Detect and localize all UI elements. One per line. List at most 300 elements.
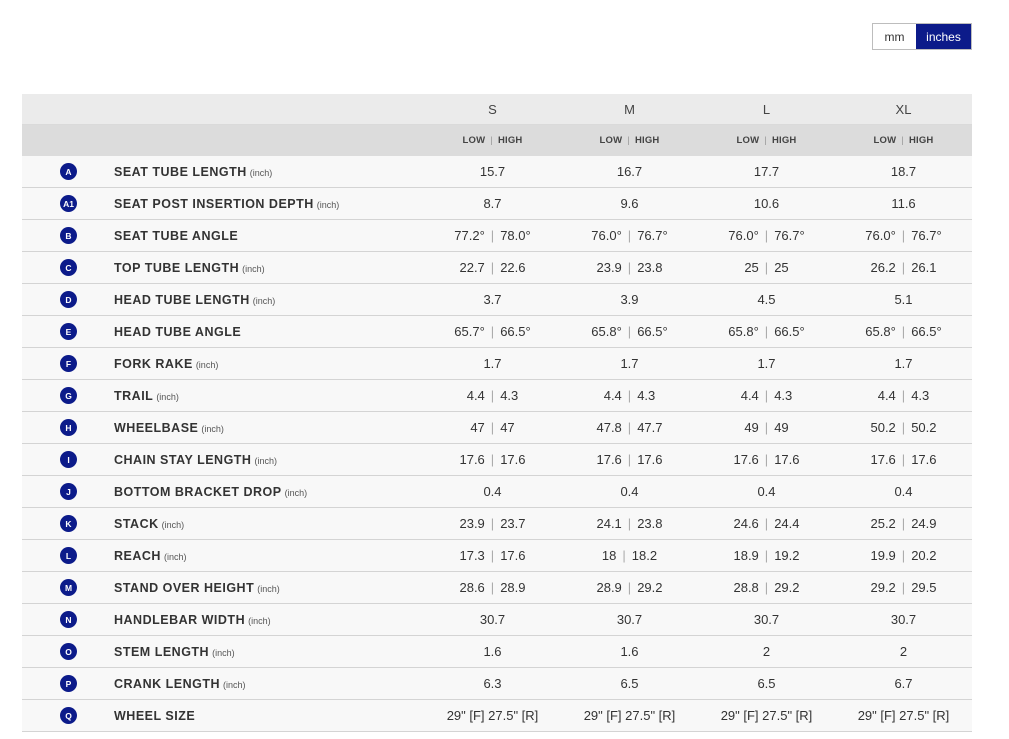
measurement-value	[835, 668, 972, 700]
measurement-value	[561, 316, 698, 348]
table-row	[22, 636, 972, 668]
high-value: 4.3	[774, 388, 793, 403]
high-value: 4.3	[637, 388, 656, 403]
low-value: 28.6	[459, 580, 485, 595]
low-value: 50.2	[870, 420, 896, 435]
high-value: 66.5°	[774, 324, 805, 339]
measurement-label: TRAIL	[114, 389, 154, 403]
value: 9.6	[620, 196, 639, 211]
measurement-label: CRANK LENGTH	[114, 677, 220, 691]
value-separator: |	[764, 324, 769, 339]
measurement-badge: Q	[60, 707, 77, 724]
measurement-value	[561, 540, 698, 572]
size-header: M	[561, 94, 698, 125]
measurement-value	[835, 220, 972, 252]
measurement-value	[698, 380, 835, 412]
low-label: LOW	[736, 135, 760, 146]
measurement-value	[561, 572, 698, 604]
low-value: 29.2	[870, 580, 896, 595]
high-value: 49	[774, 420, 789, 435]
unit-mm-button[interactable]: mm	[873, 24, 916, 49]
measurement-value	[698, 412, 835, 444]
measurement-value	[561, 476, 698, 508]
table-row	[22, 476, 972, 508]
table-row	[22, 700, 972, 732]
measurement-label: FORK RAKE	[114, 357, 193, 371]
low-value: 23.9	[596, 260, 622, 275]
low-value: 25.2	[870, 516, 896, 531]
value: 1.7	[894, 356, 913, 371]
low-value: 65.8°	[591, 324, 622, 339]
measurement-label: WHEELBASE	[114, 421, 199, 435]
value-separator: |	[490, 452, 495, 467]
value-separator: |	[901, 260, 906, 275]
measurement-value	[698, 444, 835, 476]
measurement-badge: P	[60, 675, 77, 692]
measurement-unit: (inch)	[249, 168, 273, 178]
measurement-value	[835, 156, 972, 188]
value-separator: |	[627, 452, 632, 467]
measurement-value	[698, 316, 835, 348]
measurement-value	[698, 700, 835, 732]
low-value: 22.7	[459, 260, 485, 275]
value: 2	[899, 644, 908, 659]
table-row	[22, 188, 972, 220]
low-value: 76.0°	[591, 228, 622, 243]
measurement-value	[698, 540, 835, 572]
low-value: 18.9	[733, 548, 759, 563]
measurement-label: SEAT POST INSERTION DEPTH	[114, 197, 314, 211]
measurement-value	[561, 508, 698, 540]
measurement-label: CHAIN STAY LENGTH	[114, 453, 252, 467]
measurement-unit: (inch)	[212, 648, 235, 658]
low-value: 28.8	[733, 580, 759, 595]
low-value: 17.6	[733, 452, 759, 467]
value-separator: |	[764, 228, 769, 243]
value: 3.7	[483, 292, 502, 307]
measurement-unit: (inch)	[316, 200, 340, 210]
high-value: 66.5°	[500, 324, 531, 339]
value: 11.6	[891, 196, 916, 211]
value-separator: |	[901, 452, 906, 467]
unit-toggle	[872, 23, 972, 50]
high-value: 66.5°	[911, 324, 942, 339]
value: 0.4	[894, 484, 913, 499]
measurement-value	[835, 284, 972, 316]
value-separator: |	[901, 548, 906, 563]
table-row	[22, 284, 972, 316]
high-value: 24.4	[774, 516, 800, 531]
measurement-value	[835, 412, 972, 444]
measurement-value	[561, 412, 698, 444]
value-separator: |	[490, 548, 495, 563]
high-value: 76.7°	[774, 228, 805, 243]
measurement-value	[698, 220, 835, 252]
value: 10.6	[753, 196, 780, 211]
measurement-value	[835, 604, 972, 636]
size-header: XL	[835, 94, 972, 125]
measurement-unit: (inch)	[252, 296, 276, 306]
measurement-label: WHEEL SIZE	[114, 709, 196, 723]
low-value: 65.8°	[865, 324, 896, 339]
measurement-badge: L	[60, 547, 77, 564]
measurement-value	[835, 636, 972, 668]
measurement-value	[835, 540, 972, 572]
value-separator: |	[764, 548, 769, 563]
measurement-unit: (inch)	[163, 552, 187, 562]
size-header-row	[22, 94, 972, 125]
high-value: 47.7	[637, 420, 663, 435]
measurement-value	[698, 284, 835, 316]
value: 1.6	[620, 644, 639, 659]
value: 6.5	[620, 676, 639, 691]
value-separator: |	[490, 324, 495, 339]
low-value: 65.7°	[454, 324, 485, 339]
value: 1.7	[757, 356, 776, 371]
low-high-header: LOW | HIGH	[424, 125, 561, 157]
measurement-value	[561, 156, 698, 188]
value-separator: |	[764, 260, 769, 275]
value-separator: |	[901, 420, 906, 435]
measurement-label: STEM LENGTH	[114, 645, 210, 659]
measurement-value	[424, 700, 561, 732]
value-separator: |	[627, 260, 632, 275]
high-value: 29.5	[911, 580, 937, 595]
measurement-badge: H	[60, 419, 77, 436]
low-value: 65.8°	[728, 324, 759, 339]
measurement-label: SEAT TUBE ANGLE	[114, 229, 239, 243]
high-value: 4.3	[500, 388, 519, 403]
high-value: 28.9	[500, 580, 526, 595]
value-separator: |	[627, 516, 632, 531]
table-row	[22, 444, 972, 476]
measurement-badge: D	[60, 291, 77, 308]
measurement-label: BOTTOM BRACKET DROP	[114, 485, 282, 499]
high-value: 4.3	[911, 388, 930, 403]
value: 30.7	[616, 612, 643, 627]
value: 1.7	[483, 356, 502, 371]
high-label: HIGH	[908, 135, 934, 146]
value: 17.7	[753, 164, 780, 179]
low-label: LOW	[599, 135, 623, 146]
geometry-table-body	[22, 156, 972, 732]
measurement-value	[561, 700, 698, 732]
measurement-badge: M	[60, 579, 77, 596]
measurement-value	[424, 476, 561, 508]
measurement-unit: (inch)	[156, 392, 179, 402]
high-value: 76.7°	[911, 228, 942, 243]
measurement-value	[424, 572, 561, 604]
measurement-unit: (inch)	[161, 520, 185, 530]
measurement-value	[835, 380, 972, 412]
measurement-value	[561, 252, 698, 284]
measurement-badge: F	[60, 355, 77, 372]
table-row	[22, 220, 972, 252]
value: 3.9	[620, 292, 639, 307]
measurement-value	[424, 508, 561, 540]
low-value: 76.0°	[728, 228, 759, 243]
measurement-value	[561, 668, 698, 700]
high-value: 24.9	[911, 516, 937, 531]
low-value: 17.6	[596, 452, 622, 467]
measurement-unit: (inch)	[195, 360, 219, 370]
value-separator: |	[764, 452, 769, 467]
unit-inches-button[interactable]: inches	[916, 24, 971, 49]
value: 30.7	[890, 612, 917, 627]
measurement-value	[835, 188, 972, 220]
high-value: 29.2	[637, 580, 663, 595]
low-value: 77.2°	[454, 228, 485, 243]
measurement-value	[424, 252, 561, 284]
low-value: 17.6	[870, 452, 896, 467]
measurement-label: REACH	[114, 549, 161, 563]
measurement-label: HANDLEBAR WIDTH	[114, 613, 246, 627]
measurement-badge: J	[60, 483, 77, 500]
measurement-value	[424, 444, 561, 476]
measurement-badge: O	[60, 643, 77, 660]
measurement-value	[835, 316, 972, 348]
measurement-value	[561, 284, 698, 316]
high-value: 23.8	[637, 260, 663, 275]
measurement-value	[424, 316, 561, 348]
measurement-value	[698, 188, 835, 220]
table-row	[22, 316, 972, 348]
measurement-value	[424, 380, 561, 412]
measurement-value	[561, 348, 698, 380]
high-value: 17.6	[500, 452, 526, 467]
value: 30.7	[753, 612, 780, 627]
measurement-value	[698, 604, 835, 636]
high-value: 17.6	[911, 452, 937, 467]
low-value: 18	[601, 548, 617, 563]
value-separator: |	[901, 580, 906, 595]
low-value: 26.2	[870, 260, 896, 275]
value: 4.5	[757, 292, 776, 307]
geometry-table	[22, 94, 972, 732]
value: 0.4	[620, 484, 639, 499]
measurement-unit: (inch)	[284, 488, 308, 498]
measurement-badge: K	[60, 515, 77, 532]
measurement-unit: (inch)	[201, 424, 224, 434]
value: 6.5	[757, 676, 776, 691]
measurement-value	[424, 668, 561, 700]
measurement-value	[835, 444, 972, 476]
high-value: 20.2	[911, 548, 937, 563]
value-separator: |	[764, 516, 769, 531]
measurement-value	[424, 220, 561, 252]
low-value: 23.9	[459, 516, 485, 531]
value: 29" [F] 27.5" [R]	[720, 708, 813, 723]
table-row	[22, 412, 972, 444]
measurement-value	[424, 604, 561, 636]
measurement-value	[424, 156, 561, 188]
high-value: 17.6	[500, 548, 526, 563]
low-value: 4.4	[877, 388, 896, 403]
measurement-label: HEAD TUBE ANGLE	[114, 325, 242, 339]
low-value: 49	[744, 420, 759, 435]
measurement-unit: (inch)	[242, 264, 265, 274]
high-label: HIGH	[771, 135, 797, 146]
value: 1.6	[483, 644, 502, 659]
low-high-header: LOW | HIGH	[835, 125, 972, 157]
value: 16.7	[616, 164, 643, 179]
measurement-value	[835, 252, 972, 284]
low-value: 25	[744, 260, 759, 275]
table-row	[22, 540, 972, 572]
low-value: 19.9	[870, 548, 896, 563]
value: 30.7	[479, 612, 506, 627]
measurement-badge: A	[60, 163, 77, 180]
measurement-value	[835, 348, 972, 380]
table-row	[22, 604, 972, 636]
value-separator: |	[490, 260, 495, 275]
measurement-value	[561, 604, 698, 636]
value: 29" [F] 27.5" [R]	[583, 708, 676, 723]
measurement-label: STAND OVER HEIGHT	[114, 581, 255, 595]
low-value: 17.6	[459, 452, 485, 467]
high-value: 66.5°	[637, 324, 668, 339]
measurement-badge: N	[60, 611, 77, 628]
value: 1.7	[620, 356, 639, 371]
measurement-label: TOP TUBE LENGTH	[114, 261, 240, 275]
value-separator: |	[901, 516, 906, 531]
low-value: 4.4	[603, 388, 622, 403]
low-value: 28.9	[596, 580, 622, 595]
size-header: S	[424, 94, 561, 125]
value-separator: |	[490, 516, 495, 531]
low-high-header: LOW | HIGH	[698, 125, 835, 157]
value: 29" [F] 27.5" [R]	[446, 708, 539, 723]
value: 15.7	[479, 164, 506, 179]
measurement-value	[698, 348, 835, 380]
value-separator: |	[764, 420, 769, 435]
high-value: 47	[500, 420, 515, 435]
value-separator: |	[490, 580, 495, 595]
measurement-badge: B	[60, 227, 77, 244]
measurement-value	[698, 476, 835, 508]
table-row	[22, 348, 972, 380]
low-label: LOW	[462, 135, 486, 146]
measurement-value	[698, 252, 835, 284]
low-high-header-row	[22, 125, 972, 157]
measurement-value	[835, 476, 972, 508]
value: 0.4	[757, 484, 776, 499]
measurement-badge: A1	[60, 195, 77, 212]
value-separator: |	[901, 324, 906, 339]
value: 6.7	[894, 676, 913, 691]
value-separator: |	[627, 228, 632, 243]
value: 6.3	[483, 676, 502, 691]
value-separator: |	[627, 420, 632, 435]
high-value: 76.7°	[637, 228, 668, 243]
high-value: 17.6	[774, 452, 800, 467]
table-row	[22, 380, 972, 412]
low-value: 24.1	[596, 516, 622, 531]
value: 0.4	[483, 484, 502, 499]
measurement-value	[698, 668, 835, 700]
high-value: 29.2	[774, 580, 800, 595]
measurement-value	[424, 540, 561, 572]
measurement-value	[561, 444, 698, 476]
high-value: 17.6	[637, 452, 663, 467]
measurement-value	[698, 508, 835, 540]
measurement-value	[698, 572, 835, 604]
value-separator: |	[627, 388, 632, 403]
low-value: 47.8	[596, 420, 622, 435]
high-value: 22.6	[500, 260, 526, 275]
measurement-badge: E	[60, 323, 77, 340]
low-value: 47	[470, 420, 485, 435]
measurement-value	[698, 156, 835, 188]
measurement-value	[561, 220, 698, 252]
table-row	[22, 252, 972, 284]
high-value: 25	[774, 260, 789, 275]
measurement-value	[561, 188, 698, 220]
measurement-badge: I	[60, 451, 77, 468]
value-separator: |	[901, 228, 906, 243]
value-separator: |	[627, 324, 632, 339]
measurement-value	[424, 636, 561, 668]
measurement-value	[698, 636, 835, 668]
high-value: 23.8	[637, 516, 663, 531]
measurement-value	[424, 348, 561, 380]
value-separator: |	[490, 388, 495, 403]
measurement-label: SEAT TUBE LENGTH	[114, 165, 247, 179]
measurement-value	[424, 284, 561, 316]
measurement-value	[835, 700, 972, 732]
low-value: 4.4	[466, 388, 485, 403]
value-separator: |	[764, 388, 769, 403]
high-label: HIGH	[497, 135, 523, 146]
value: 29" [F] 27.5" [R]	[857, 708, 950, 723]
measurement-value	[424, 188, 561, 220]
low-value: 17.3	[459, 548, 485, 563]
table-row	[22, 508, 972, 540]
measurement-unit: (inch)	[254, 456, 277, 466]
value-separator: |	[901, 388, 906, 403]
value: 2	[762, 644, 771, 659]
measurement-value	[561, 636, 698, 668]
high-value: 19.2	[774, 548, 800, 563]
measurement-value	[424, 412, 561, 444]
high-value: 18.2	[631, 548, 658, 563]
measurement-unit: (inch)	[248, 616, 271, 626]
value-separator: |	[622, 548, 626, 563]
low-value: 76.0°	[865, 228, 896, 243]
value-separator: |	[490, 228, 495, 243]
high-value: 23.7	[500, 516, 526, 531]
measurement-badge: C	[60, 259, 77, 276]
value-separator: |	[627, 580, 632, 595]
high-value: 26.1	[911, 260, 937, 275]
value-separator: |	[490, 420, 495, 435]
low-high-header: LOW | HIGH	[561, 125, 698, 157]
table-row	[22, 572, 972, 604]
measurement-value	[561, 380, 698, 412]
table-row	[22, 668, 972, 700]
value: 8.7	[483, 196, 502, 211]
high-label: HIGH	[634, 135, 660, 146]
low-value: 4.4	[740, 388, 759, 403]
high-value: 50.2	[911, 420, 937, 435]
value: 18.7	[890, 164, 917, 179]
measurement-unit: (inch)	[223, 680, 246, 690]
measurement-label: HEAD TUBE LENGTH	[114, 293, 250, 307]
measurement-label: STACK	[114, 517, 159, 531]
measurement-badge: G	[60, 387, 77, 404]
measurement-unit: (inch)	[257, 584, 280, 594]
value-separator: |	[764, 580, 769, 595]
